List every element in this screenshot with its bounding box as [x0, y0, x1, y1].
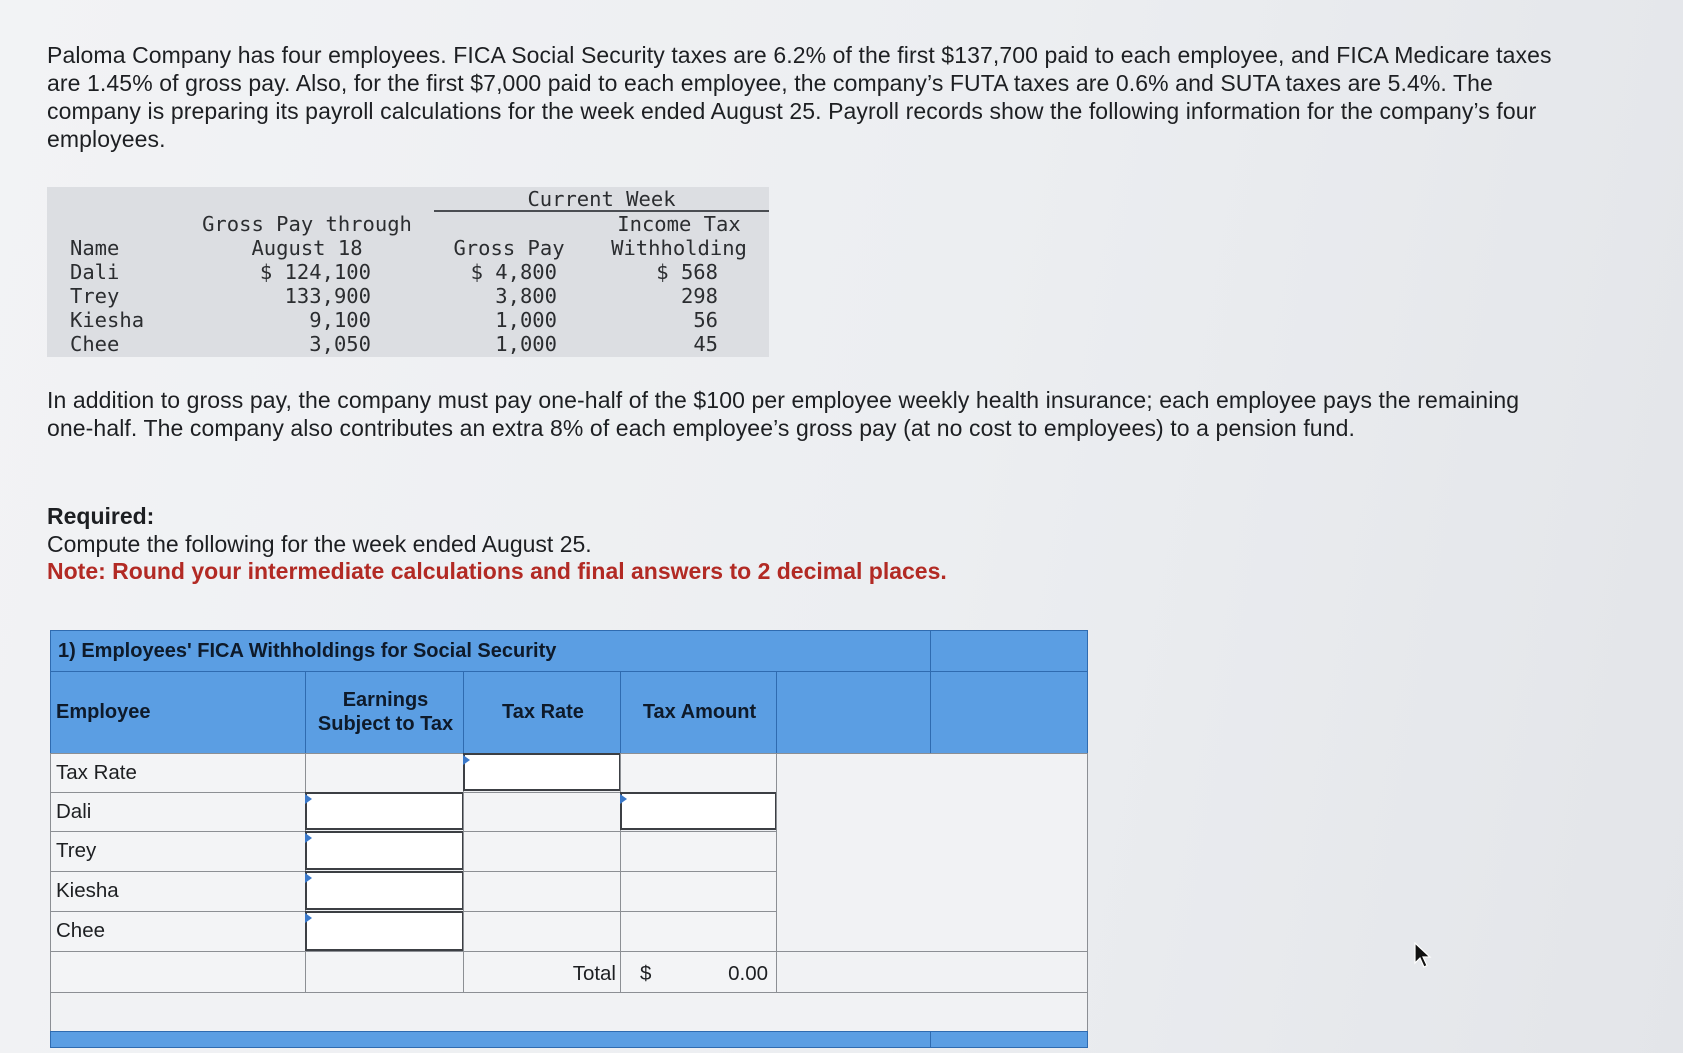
row-withholding: 45: [693, 332, 718, 356]
rate-cell: [463, 871, 621, 912]
rounding-note: Note: Round your intermediate calculations and final answers to 2 decimal places.: [47, 558, 947, 584]
header-income-tax: Income Tax: [617, 212, 741, 236]
total-row-blank: [50, 951, 306, 993]
title-extra-cell: [930, 630, 1088, 672]
rate-cell: [463, 831, 621, 872]
row-gross-through: 133,900: [284, 284, 371, 308]
currency-symbol: $: [640, 962, 652, 985]
col-header-tax-rate: [463, 671, 621, 754]
row-gross-pay: $ 4,800: [470, 260, 557, 284]
row-name: Chee: [70, 332, 120, 356]
required-label: Required:: [47, 503, 155, 529]
row-gross-pay: 1,000: [495, 332, 557, 356]
col-earnings-line1: Earnings: [342, 689, 429, 711]
amount-cell: [620, 753, 777, 793]
row-withholding: 56: [693, 308, 718, 332]
input-marker-icon: [305, 794, 312, 804]
row-name: Kiesha: [70, 308, 145, 332]
table-title: 1) Employees' FICA Withholdings for Social Security: [58, 640, 557, 662]
row-gross-through: $ 124,100: [259, 260, 371, 284]
row-label: Trey: [50, 831, 306, 872]
total-row-blank: [776, 951, 1088, 993]
col-amount-label: Tax Amount: [642, 701, 757, 723]
fica-answer-table: [50, 630, 1088, 1048]
total-amount-cell: [620, 951, 777, 993]
additional-info: In addition to gross pay, the company must pay one-half of the $100 per employee weekly health insurance; each employee pays the remaining one-half. The company also contributes an extra 8% of each employee’s gross pay (at no cost to employees) to a pension fund.: [47, 387, 1520, 441]
col-header-blank-1: [776, 671, 931, 754]
amount-cell: [620, 871, 777, 912]
next-section-bar: [50, 1031, 931, 1048]
header-withholding: Withholding: [611, 236, 747, 260]
col-header-tax-amount: [620, 671, 777, 754]
total-row-blank: [305, 951, 464, 993]
group-header: Current Week: [527, 187, 676, 211]
col-header-employee: [50, 671, 306, 754]
total-value: 0.00: [728, 962, 768, 985]
tax-amount-input-dali[interactable]: [620, 792, 777, 830]
payroll-table: [47, 187, 769, 357]
col-rate-label: Tax Rate: [502, 701, 584, 723]
header-august-18: August 18: [251, 236, 363, 260]
tax-rate-input[interactable]: [463, 753, 621, 791]
total-label: Total: [572, 962, 616, 985]
earnings-input-chee[interactable]: [305, 911, 464, 951]
col-header-blank-2: [930, 671, 1088, 754]
input-marker-icon: [305, 913, 312, 923]
col-header-earnings: [305, 671, 464, 754]
input-marker-icon: [620, 794, 627, 804]
col-employee-label: Employee: [56, 701, 151, 723]
earnings-tax-rate-cell: [305, 753, 464, 793]
next-section-bar-extra: [930, 1031, 1088, 1048]
row-withholding: $ 568: [656, 260, 718, 284]
row-gross-through: 3,050: [309, 332, 371, 356]
required-text: Compute the following for the week ended August 25.: [47, 531, 592, 557]
row-label: Chee: [50, 911, 306, 952]
amount-cell: [620, 831, 777, 872]
row-gross-pay: 3,800: [495, 284, 557, 308]
blank-area-right: [776, 753, 1088, 952]
total-label-cell: [463, 951, 621, 993]
input-marker-icon: [305, 833, 312, 843]
input-marker-icon: [463, 755, 470, 765]
header-gross-through: Gross Pay through: [202, 212, 412, 236]
row-label: Tax Rate: [50, 753, 306, 793]
col-earnings-line2: Subject to Tax: [317, 713, 454, 735]
table-title-bar: [50, 630, 931, 672]
row-gross-pay: 1,000: [495, 308, 557, 332]
header-gross-pay: Gross Pay: [453, 236, 565, 260]
row-name: Trey: [70, 284, 120, 308]
row-label: Kiesha: [50, 871, 306, 912]
rate-cell: [463, 792, 621, 832]
row-label: Dali: [50, 792, 306, 832]
rate-cell: [463, 911, 621, 952]
earnings-input-kiesha[interactable]: [305, 871, 464, 910]
header-name: Name: [70, 236, 120, 260]
amount-cell: [620, 911, 777, 952]
mouse-pointer-icon: [1413, 942, 1433, 970]
row-gross-through: 9,100: [309, 308, 371, 332]
earnings-input-trey[interactable]: [305, 831, 464, 870]
spacer-row: [50, 992, 1088, 1032]
row-name: Dali: [70, 260, 120, 284]
problem-intro: Paloma Company has four employees. FICA Social Security taxes are 6.2% of the first $137,700 paid to each employee, and FICA Medicare taxes are 1.45% of gross pay. Also, for the first $7,000 paid to each employee, the company’s FUTA taxes are 0.6% and SUTA taxes are 5.4%. The company is preparing its payroll calculations for the week ended August 25. Payroll records show the following information for the company’s four employees.: [47, 42, 1552, 152]
input-marker-icon: [305, 873, 312, 883]
earnings-input-dali[interactable]: [305, 792, 464, 830]
row-withholding: 298: [680, 284, 718, 308]
